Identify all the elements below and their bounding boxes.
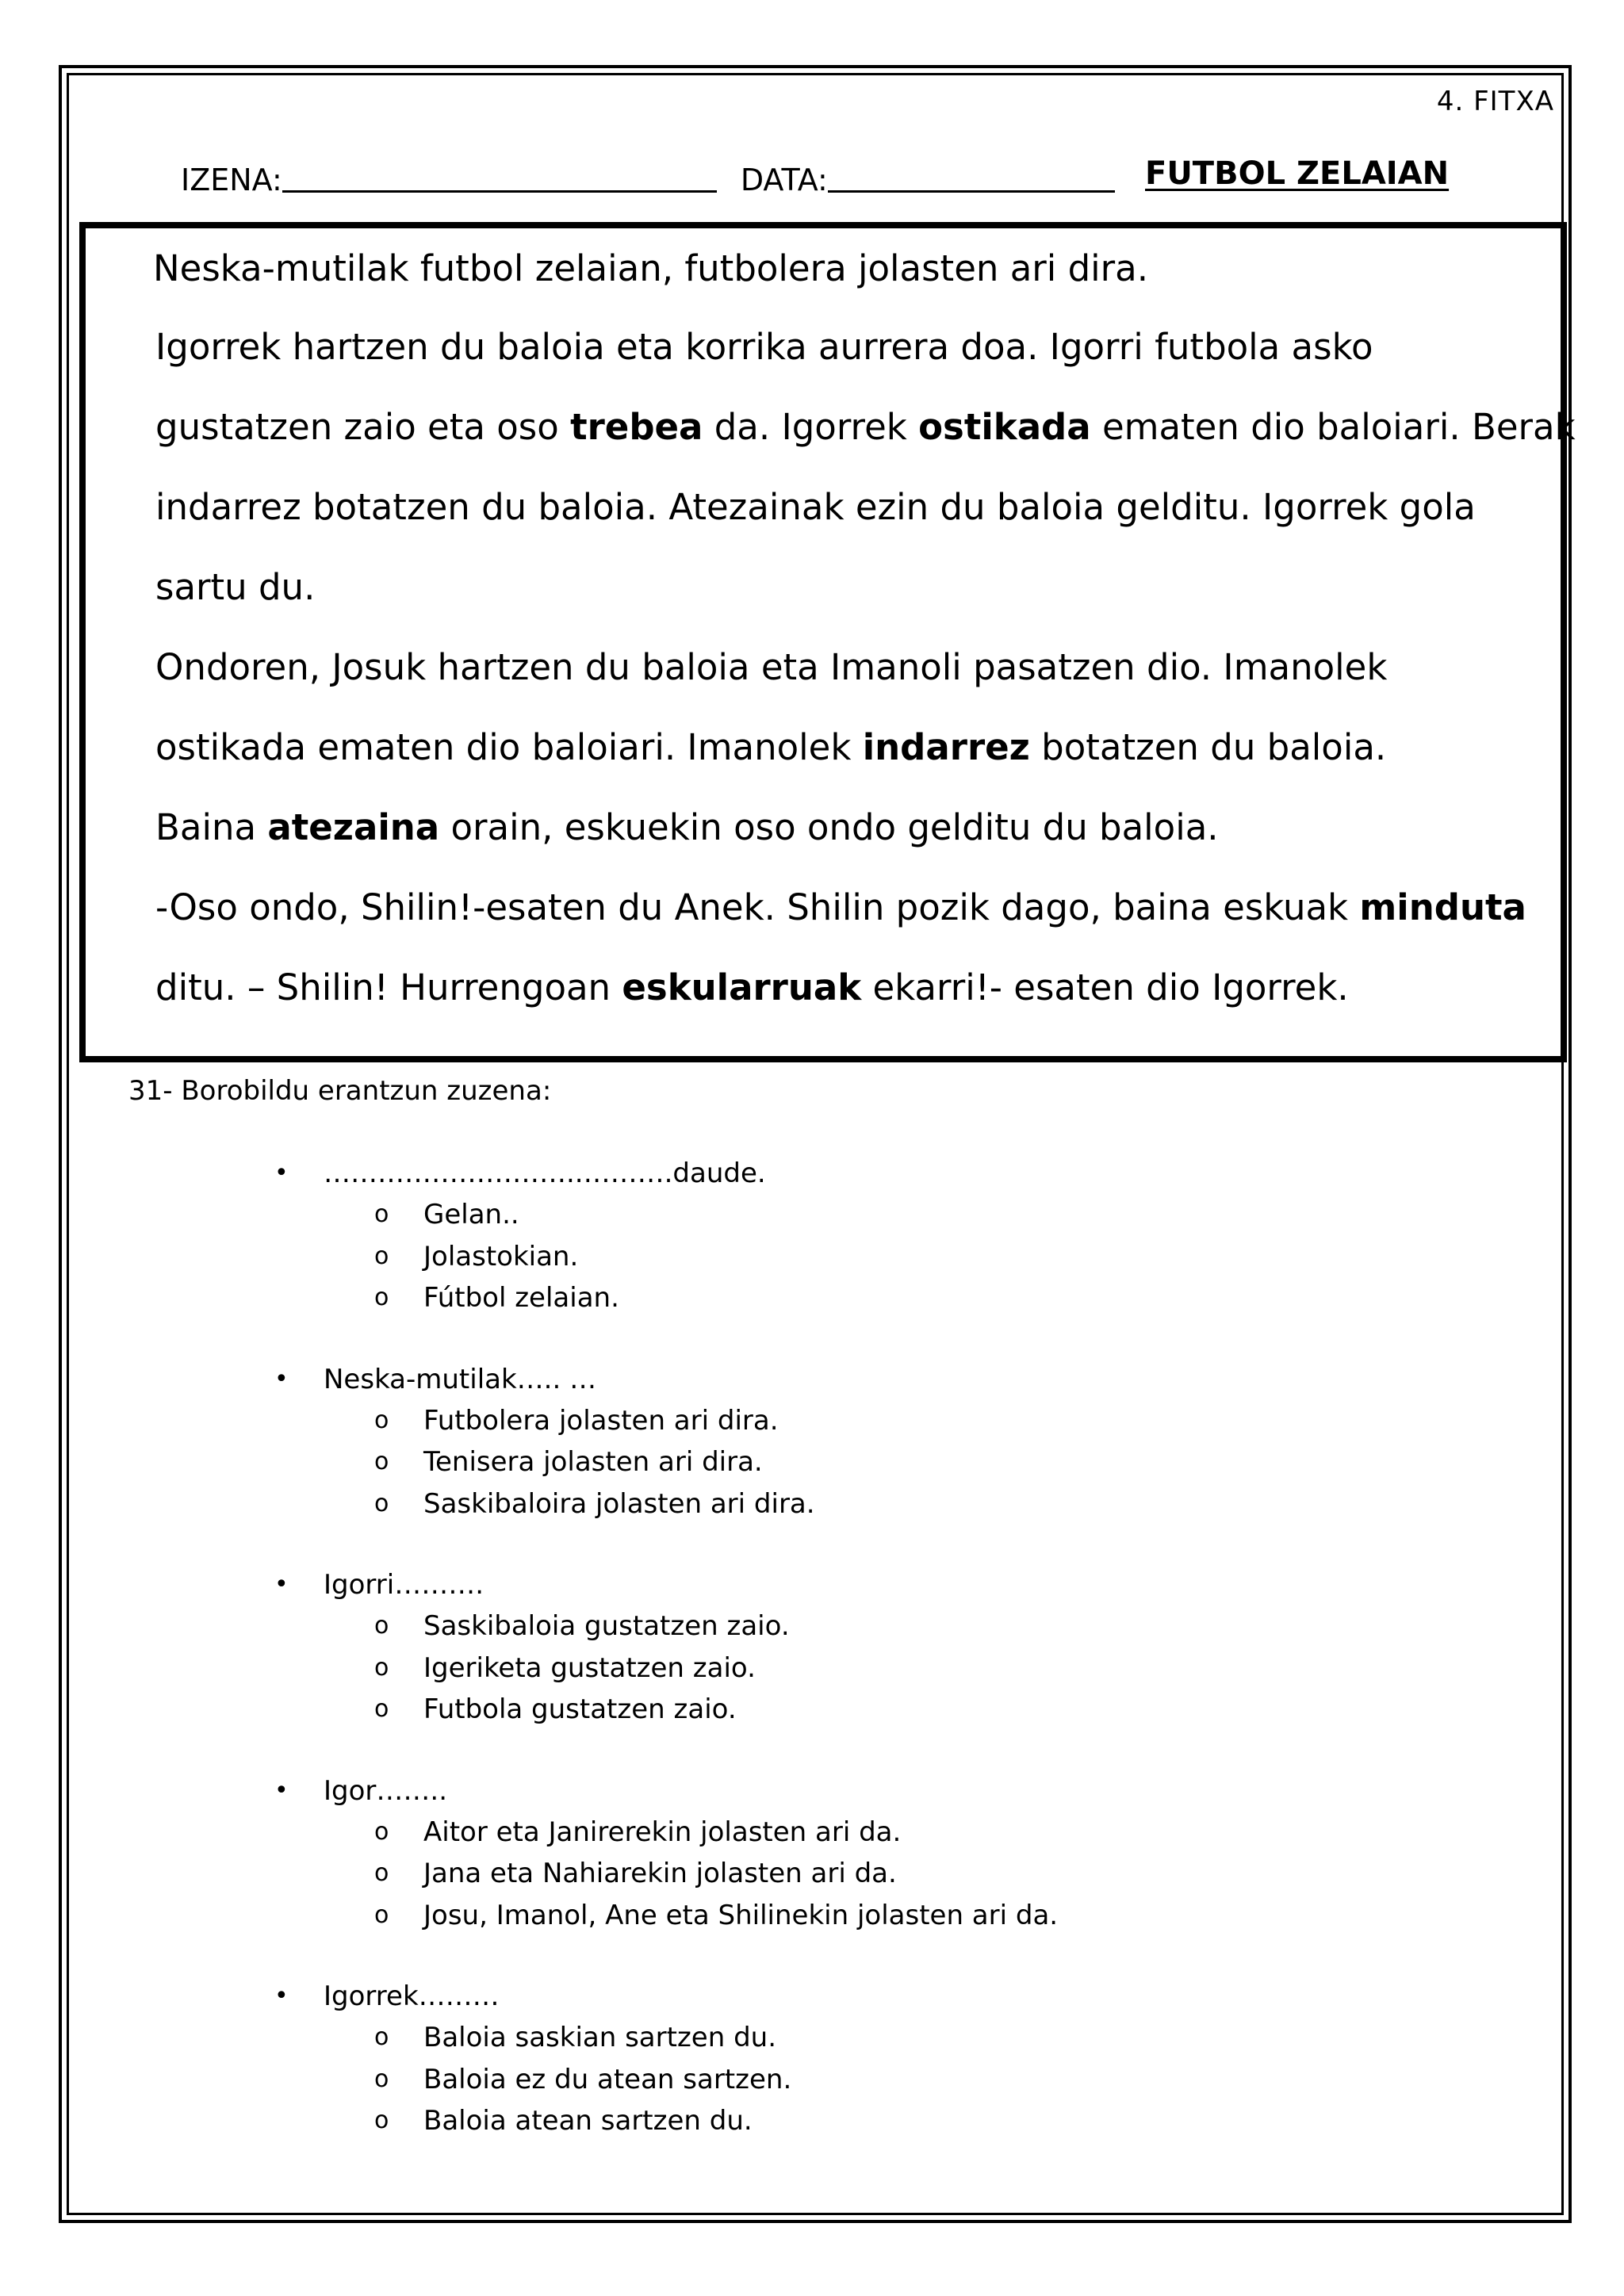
option-circle-icon: o — [374, 2023, 389, 2051]
option-text: Gelan.. — [423, 1199, 519, 1230]
option-text: Igeriketa gustatzen zaio. — [423, 1651, 756, 1684]
answer-option[interactable] — [0, 1647, 1624, 1689]
student-info-line — [181, 159, 1115, 197]
question-stem — [0, 1153, 1624, 1194]
answer-option[interactable] — [0, 1895, 1624, 1937]
text-segment: ditu. – Shilin! Hurrengoan — [155, 966, 622, 1008]
answer-option[interactable] — [0, 1812, 1624, 1854]
option-text: Futbola gustatzen zaio. — [423, 1693, 737, 1725]
answer-option[interactable] — [0, 2059, 1624, 2101]
bullet-icon: • — [274, 1364, 289, 1393]
option-text: Baloia ez du atean sartzen. — [423, 2063, 792, 2095]
option-circle-icon: o — [374, 1695, 389, 1723]
bold-word: trebea — [570, 406, 703, 448]
option-circle-icon: o — [374, 1900, 389, 1929]
text-segment: orain, eskuekin oso ondo gelditu du baloia. — [439, 806, 1219, 848]
answer-option[interactable] — [0, 1236, 1624, 1278]
answer-option[interactable] — [0, 1441, 1624, 1483]
bullet-icon: • — [274, 1982, 289, 2010]
question-stem-text: ………………………..……….daude. — [324, 1158, 766, 1189]
option-circle-icon: o — [374, 1859, 389, 1887]
option-circle-icon: o — [374, 1653, 389, 1682]
reading-line — [155, 962, 1551, 1042]
option-circle-icon: o — [374, 1284, 389, 1311]
reading-line — [155, 481, 1551, 561]
bold-word: ostikada — [918, 406, 1091, 448]
date-blank[interactable] — [828, 159, 1115, 193]
option-text: Tenisera jolasten ari dira. — [423, 1446, 763, 1478]
option-circle-icon: o — [374, 2107, 389, 2134]
text-segment: Neska-mutilak futbol zelaian, futbolera jolasten ari dira. — [153, 247, 1149, 289]
bold-word: indarrez — [862, 726, 1030, 768]
question-item — [0, 1564, 1624, 1731]
text-segment: Baina — [155, 806, 268, 848]
text-segment: ostikada ematen dio baloiari. Imanolek — [155, 726, 863, 768]
text-segment: indarrez botatzen du baloia. Atezainak ezin du baloia gelditu. Igorrek gola — [155, 486, 1476, 528]
reading-line — [155, 321, 1551, 401]
option-text: Fútbol zelaian. — [423, 1282, 619, 1314]
text-segment: ematen dio baloiari. Berak — [1090, 406, 1576, 448]
option-text: Josu, Imanol, Ane eta Shilinekin jolasten ari da. — [423, 1899, 1059, 1931]
text-segment: Igorrek hartzen du baloia eta korrika aurrera doa. Igorri futbola asko — [155, 326, 1373, 368]
answer-option[interactable] — [0, 1277, 1624, 1319]
text-segment: -Oso ondo, Shilin!-esaten du Anek. Shilin pozik dago, baina eskuak — [155, 886, 1360, 928]
exercise-instruction: 31- Borobildu erantzun zuzena: — [128, 1075, 552, 1107]
option-circle-icon: o — [374, 1817, 389, 1846]
reading-line — [155, 882, 1551, 962]
worksheet-title: FUTBOL ZELAIAN — [1145, 155, 1450, 192]
reading-line — [153, 243, 1551, 321]
option-circle-icon: o — [374, 2064, 389, 2093]
question-stem-text: Igorrek……… — [324, 1980, 500, 2012]
reading-line — [155, 561, 1551, 641]
answer-option[interactable] — [0, 1689, 1624, 1731]
option-text: Baloia saskian sartzen du. — [423, 2022, 777, 2053]
text-segment: sartu du. — [155, 566, 316, 608]
reading-line — [155, 721, 1551, 802]
reading-passage — [153, 243, 1576, 1042]
answer-option[interactable] — [0, 1400, 1624, 1442]
bullet-icon: • — [274, 1159, 289, 1187]
option-text: Futbolera jolasten ari dira. — [423, 1404, 779, 1437]
text-segment: gustatzen zaio eta oso — [155, 406, 571, 448]
option-circle-icon: o — [374, 1242, 389, 1270]
option-circle-icon: o — [374, 1200, 389, 1228]
answer-option[interactable] — [0, 1194, 1624, 1236]
bold-word: atezaina — [267, 806, 440, 848]
answer-option[interactable] — [0, 1853, 1624, 1895]
reading-line — [155, 802, 1551, 882]
option-circle-icon: o — [374, 1448, 389, 1475]
reading-line — [155, 641, 1551, 721]
name-label: IZENA: — [181, 163, 282, 197]
text-segment: botatzen du baloia. — [1029, 726, 1387, 768]
sheet-number: 4. FITXA — [1436, 86, 1554, 117]
question-stem — [0, 1359, 1624, 1400]
question-stem-text: Igor…….. — [324, 1774, 448, 1807]
text-segment: Ondoren, Josuk hartzen du baloia eta Imanoli pasatzen dio. Imanolek — [155, 646, 1388, 688]
text-segment: da. Igorrek — [703, 406, 919, 448]
answer-option[interactable] — [0, 1605, 1624, 1647]
reading-line — [155, 401, 1576, 481]
bold-word: minduta — [1359, 886, 1526, 928]
option-text: Jolastokian. — [423, 1240, 579, 1272]
question-item — [0, 1359, 1624, 1525]
question-list — [0, 1153, 1624, 2182]
text-segment: ekarri!- esaten dio Igorrek. — [861, 966, 1349, 1008]
date-label: DATA: — [740, 163, 828, 197]
answer-option[interactable] — [0, 1483, 1624, 1525]
option-text: Saskibaloia gustatzen zaio. — [423, 1610, 790, 1642]
question-item — [0, 1976, 1624, 2142]
name-blank[interactable] — [282, 159, 717, 193]
option-circle-icon: o — [374, 1406, 389, 1434]
answer-option[interactable] — [0, 2017, 1624, 2059]
option-text: Jana eta Nahiarekin jolasten ari da. — [423, 1858, 897, 1889]
bullet-icon: • — [274, 1776, 289, 1804]
option-text: Baloia atean sartzen du. — [423, 2105, 753, 2137]
question-stem-text: Igorri………. — [324, 1569, 485, 1601]
option-text: Saskibaloira jolasten ari dira. — [423, 1487, 815, 1520]
question-item — [0, 1770, 1624, 1937]
bold-word: eskularruak — [622, 966, 862, 1008]
answer-option[interactable] — [0, 2100, 1624, 2142]
bullet-icon: • — [274, 1571, 289, 1598]
option-circle-icon: o — [374, 1489, 389, 1517]
question-stem-text: Neska-mutilak….. … — [324, 1363, 597, 1395]
question-item — [0, 1153, 1624, 1319]
option-text: Aitor eta Janirerekin jolasten ari da. — [423, 1816, 902, 1848]
question-stem — [0, 1770, 1624, 1812]
question-stem — [0, 1564, 1624, 1605]
option-circle-icon: o — [374, 1612, 389, 1640]
question-stem — [0, 1976, 1624, 2017]
